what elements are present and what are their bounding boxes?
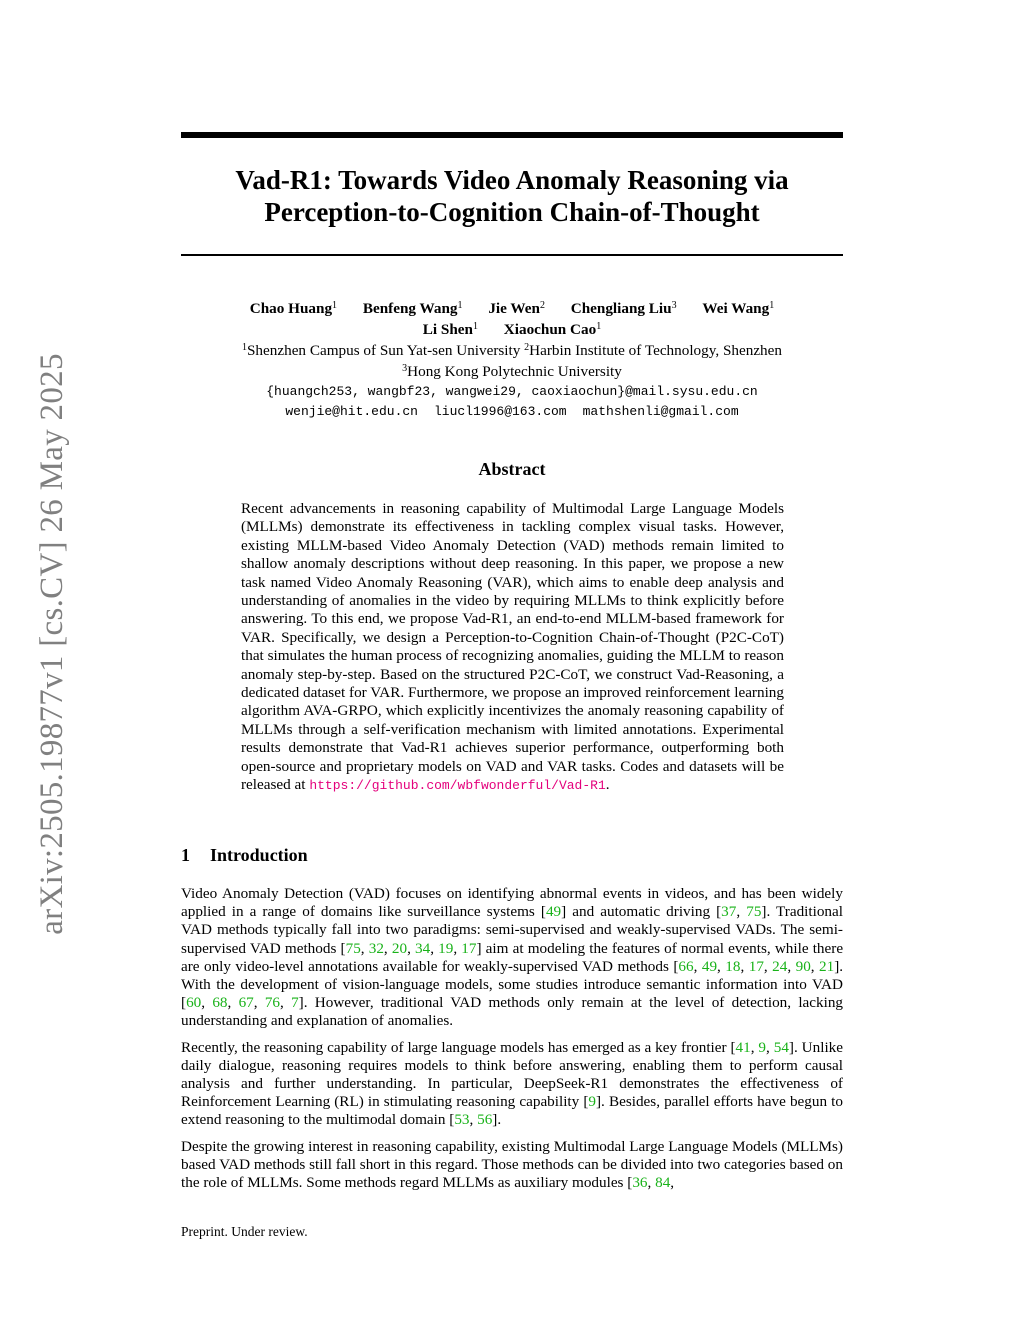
page-footer: Preprint. Under review. [181,1224,308,1239]
citation-link[interactable]: 49 [701,957,718,975]
arxiv-identifier-stamp: arXiv:2505.19877v1 [cs.CV] 26 May 2025 [34,353,70,935]
citation-link[interactable]: 53 [454,1111,470,1129]
citation-link[interactable]: 34 [415,939,431,957]
section-number: 1 [181,845,190,865]
citation-link[interactable]: 18 [725,957,741,975]
author-affiliation-mark: 1 [457,300,463,311]
author-block [181,298,843,422]
title-bottom-rule [181,254,843,256]
email-line-2 [181,402,843,422]
author-names-line-1 [181,298,843,319]
introduction-body [181,885,843,1200]
title-line-1: Vad-R1: Towards Video Anomaly Reasoning via [235,165,789,195]
email-line-1: {huangch253, wangbf23, wangwei29, caoxiaochun}@mail.sysu.edu.cn [266,384,758,399]
citation-link[interactable]: 41 [735,1038,751,1056]
citation-link[interactable]: 68 [212,994,228,1012]
body-paragraph: Video Anomaly Detection (VAD) focuses on identifying abnormal events in videos, and has been widely applied in a range of domains like surveillance systems [49] and automatic driving [37, 75]. Traditional VAD methods typically fall into two paradigms: semi-supervised and weakly-supervised VADs. The semi-supervised VAD methods [75, 32, 20, 34, 19, 17] aim at modeling the features of normal events, while there are only video-level annotations available for weakly-supervised VAD methods [66, 49, 18, 17, 24, 90, 21]. With the development of vision-language models, some studies introduce semantic information into VAD [60, 68, 67, 76, 7]. However, traditional VAD methods only remain at the level of detection, lacking understanding and explanation of anomalies. [181,885,844,1030]
citation-link[interactable]: 24 [772,957,788,975]
author-names-line-2 [181,319,843,340]
author-name: Jie Wen [488,300,540,317]
citation-link[interactable]: 67 [238,994,254,1012]
author-affiliation-mark: 2 [539,300,545,311]
citation-link[interactable]: 54 [773,1038,789,1056]
citation-link[interactable]: 17 [748,957,764,975]
citation-link[interactable]: 21 [819,957,835,975]
citation-link[interactable]: 37 [721,903,737,921]
author-affiliation-mark: 1 [332,300,338,311]
affiliation-2: Harbin Institute of Technology, Shenzhen [529,342,782,359]
author-affiliation-mark: 3 [671,300,677,311]
author-affiliation-mark: 1 [596,321,602,332]
citation-link[interactable]: 60 [186,994,202,1012]
citation-link[interactable]: 17 [461,939,477,957]
citation-link[interactable]: 7 [291,994,299,1012]
citation-link[interactable]: 20 [391,939,408,957]
author-affiliation-mark: 1 [769,300,775,311]
affiliation-line-2: $^3$Hong Kong Polytechnic University [402,363,622,380]
citation-link[interactable]: 9 [588,1093,596,1111]
citation-link[interactable]: 75 [746,903,762,921]
abstract-heading: Abstract [478,459,546,479]
body-paragraph: Recently, the reasoning capability of large language models has emerged as a key frontier [41, 9, 54]. Unlike daily dialogue, reasoning requires models to think before answering, enabling them to perform causal analysis and further understanding. In particular, DeepSeek-R1 demonstrates the effectiveness of Reinforcement Learning (RL) in stimulating reasoning capability [9]. Besides, parallel efforts have begun to extend reasoning to the multimodal domain [53, 56]. [181,1038,844,1129]
citation-link[interactable]: 9 [758,1038,767,1056]
email-address: wenjie@hit.edu.cn [285,404,418,419]
author-name: Xiaochun Cao [503,321,597,338]
affiliation-line-1: $^1$Shenzhen Campus of Sun Yat-sen University $^2$Harbin Institute of Technology, Shenzhen [241,342,782,359]
section-heading [181,845,308,866]
paper-title [181,164,843,228]
citation-link[interactable]: 36 [632,1174,648,1192]
author-name: Li Shen [422,321,473,338]
author-name: Chao Huang [249,300,333,317]
author-name: Wei Wang [702,300,770,317]
body-paragraph: Despite the growing interest in reasoning capability, existing Multimodal Large Language Models (MLLMs) based VAD methods still fall short in this regard. Those methods can be divided into two categories based on the role of MLLMs. Some methods regard MLLMs as auxiliary modules [36, 84, [181,1137,843,1192]
email-address: mathshenli@gmail.com [582,404,739,419]
affiliation-3: Hong Kong Polytechnic University [407,363,622,380]
email-address: liucl1996@163.com [433,404,567,419]
author-name: Benfeng Wang [362,300,458,317]
citation-link[interactable]: 49 [545,903,562,921]
citation-link[interactable]: 90 [795,957,811,975]
author-name: Chengliang Liu [570,300,672,317]
code-repository-link[interactable]: https://github.com/wbfwonderful/Vad-R1 [309,778,606,794]
abstract-paragraph: Recent advancements in reasoning capability of Multimodal Large Language Models (MLLMs) demonstrate its effectiveness in tackling complex visual tasks. However, existing MLLM-based Video Anomaly Detection (VAD) methods remain limited to shallow anomaly descriptions without deep reasoning. In this paper, we propose a new task named Video Anomaly Reasoning (VAR), which aims to enable deep analysis and understanding of anomalies in the video by requiring MLLMs to think explicitly before answering. To this end, we propose Vad-R1, an end-to-end MLLM-based framework for VAR. Specifically, we design a Perception-to-Cognition Chain-of-Thought (P2C-CoT) that simulates the human process of recognizing anomalies, guiding the MLLM to reason anomaly step-by-step. Based on the structured P2C-CoT, we construct Vad-Reasoning, a dedicated dataset for VAR. Furthermore, we propose an improved reinforcement learning algorithm AVA-GRPO, which explicitly incentivizes the anomaly reasoning capability of MLLMs through a self-verification mechanism with limited annotations. Experimental results demonstrate that Vad-R1 achieves superior performance, outperforming both open-source and proprietary models on VAD and VAR tasks. Codes and datasets will be released at [241,500,784,794]
author-affiliation-mark: 1 [473,321,478,332]
citation-link[interactable]: 66 [678,957,694,975]
citation-link[interactable]: 19 [438,939,454,957]
section-title: Introduction [210,845,308,865]
abstract-text: Recent advancements in reasoning capability of Multimodal Large Language Models (MLLMs) demonstrate its effectiveness in tackling complex visual tasks. However, existing MLLM-based Video Anomaly Detection (VAD) methods remain limited to shallow anomaly descriptions without deep reasoning. In this paper, we propose a new task named Video Anomaly Reasoning (VAR), which aims to enable deep analysis and understanding of anomalies in the video by requiring MLLMs to think explicitly before answering. To this end, we propose Vad-R1, an end-to-end MLLM-based framework for VAR. Specifically, we design a Perception-to-Cognition Chain-of-Thought (P2C-CoT) that simulates the human process of recognizing anomalies, guiding the MLLM to reason anomaly step-by-step. Based on the structured P2C-CoT, we construct Vad-Reasoning, a dedicated dataset for VAR. Furthermore, we propose an improved reinforcement learning algorithm AVA-GRPO, which explicitly incentivizes the anomaly reasoning capability of MLLMs through a self-verification mechanism with limited annotations. Experimental results demonstrate that Vad-R1 achieves superior performance, outperforming both open-source and proprietary models on VAD and VAR tasks. Codes and datasets will be released at https://github.com/wbfwonderful/Vad-R1. [241,500,784,794]
affiliation-1: Shenzhen Campus of Sun Yat-sen University [246,342,521,359]
citation-link[interactable]: 75 [345,939,361,957]
citation-link[interactable]: 32 [368,939,384,957]
title-line-2: Perception-to-Cognition Chain-of-Thought [264,197,760,227]
title-top-rule [181,132,843,138]
citation-link[interactable]: 56 [477,1111,493,1129]
citation-link[interactable]: 84 [655,1174,671,1192]
citation-link[interactable]: 76 [264,994,280,1012]
